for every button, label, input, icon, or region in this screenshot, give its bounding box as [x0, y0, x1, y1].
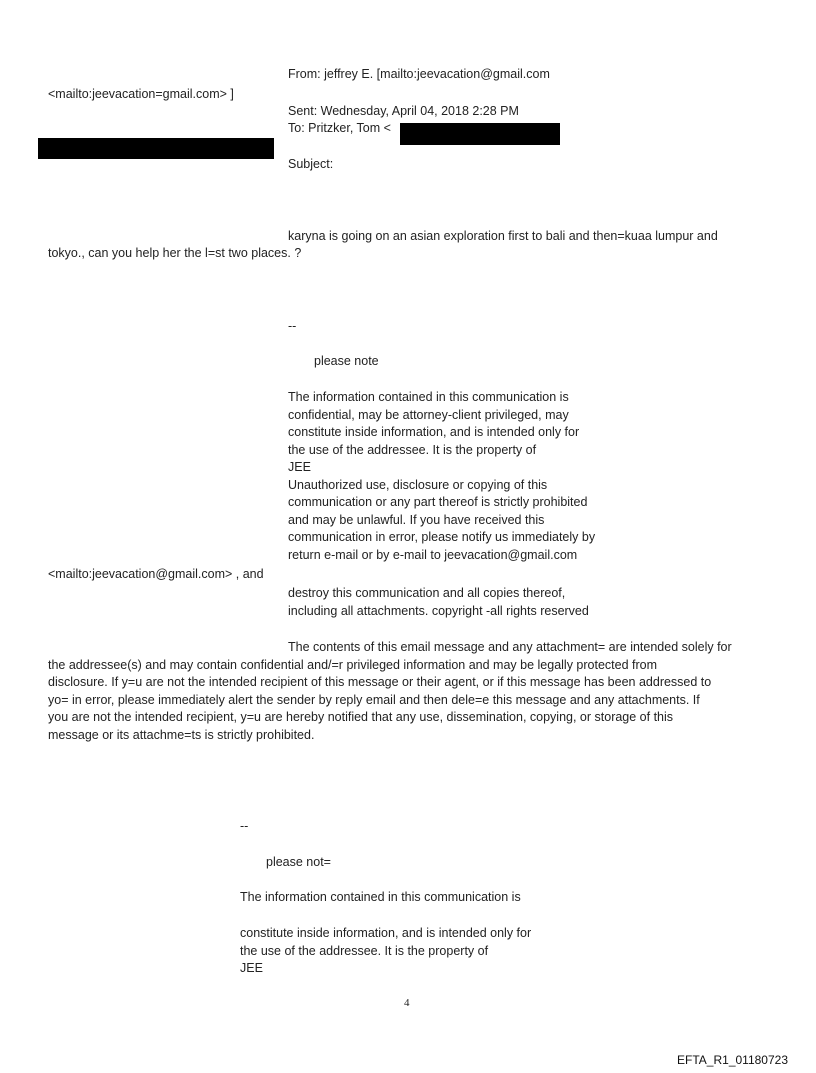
mailto-wrap-line: <mailto:jeevacation=gmail.com> ]: [48, 87, 234, 101]
confidentiality-line: return e-mail or by e-mail to jeevacation@gmail.com: [288, 547, 578, 562]
confidentiality-line-2: constitute inside information, and is intended only for: [240, 926, 532, 940]
body-line-1: karyna is going on an asian exploration first to bali and then=kuaa lumpur and: [288, 229, 718, 243]
page-number: 4: [404, 997, 410, 1009]
from-line: From: jeffrey E. [mailto:jeevacation@gmail.com: [288, 67, 550, 81]
confidentiality-line-2: the use of the addressee. It is the property of: [240, 943, 489, 958]
mailto-line: <mailto:jeevacation@gmail.com> , and: [48, 567, 264, 581]
confidentiality-line: Unauthorized use, disclosure or copying of this: [288, 477, 548, 492]
confidentiality-line: constitute inside information, and is intended only for: [288, 425, 580, 439]
disclaimer-line: message or its attachme=ts is strictly prohibited.: [48, 727, 315, 742]
disclaimer-line: the addressee(s) and may contain confidential and/=r privileged information and may be legally protected from: [48, 657, 658, 672]
confidentiality-line: JEE: [288, 460, 311, 474]
body-line-2: tokyo., can you help her the l=st two places. ?: [48, 246, 302, 260]
to-line: To: Pritzker, Tom <: [288, 121, 391, 135]
disclaimer-line: yo= in error, please immediately alert the sender by reply email and then dele=e this message and any attachments. If: [48, 692, 700, 707]
confidentiality-line: communication or any part thereof is strictly prohibited: [288, 495, 588, 509]
signature-dashes: --: [288, 319, 297, 333]
destroy-line: destroy this communication and all copies thereof,: [288, 586, 566, 600]
confidentiality-line: confidential, may be attorney-client privileged, may: [288, 407, 569, 422]
signature2-dashes: --: [240, 819, 249, 833]
please-note-2: please not=: [266, 855, 331, 869]
confidentiality-line: the use of the addressee. It is the property of: [288, 442, 537, 457]
disclaimer-line: The contents of this email message and any attachment= are intended solely for: [288, 640, 732, 654]
redaction-box-to: [400, 123, 560, 145]
confidentiality-line-2: The information contained in this communication is: [240, 890, 521, 904]
redaction-box-left: [38, 138, 274, 159]
confidentiality-line: communication in error, please notify us immediately by: [288, 530, 596, 544]
disclaimer-line: disclosure. If y=u are not the intended recipient of this message or their agent, or if this message has been addressed to: [48, 675, 712, 689]
please-note: please note: [314, 354, 379, 368]
subject-line: Subject:: [288, 157, 334, 171]
confidentiality-line: The information contained in this communication is: [288, 390, 569, 404]
destroy-line: including all attachments. copyright -all rights reserved: [288, 603, 589, 618]
document-id-footer: EFTA_R1_01180723: [677, 1053, 788, 1067]
confidentiality-line: and may be unlawful. If you have received this: [288, 512, 545, 527]
sent-line: Sent: Wednesday, April 04, 2018 2:28 PM: [288, 104, 519, 118]
confidentiality-line-2: JEE: [240, 961, 263, 975]
disclaimer-line: you are not the intended recipient, y=u are hereby notified that any use, dissemination, copying, or storage of this: [48, 710, 674, 724]
